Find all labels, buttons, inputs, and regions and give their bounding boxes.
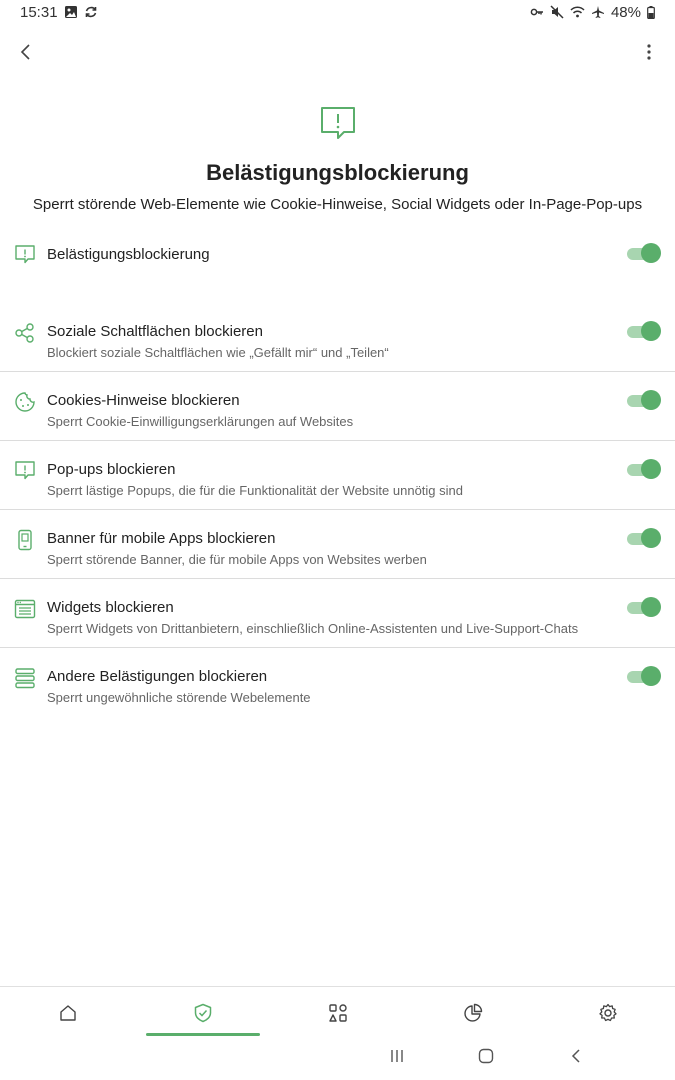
setting-toggle-switch[interactable] (627, 321, 661, 341)
toggle-knob (641, 666, 661, 686)
setting-description: Sperrt ungewöhnliche störende Webelemente (47, 690, 311, 705)
wifi-icon (570, 5, 585, 19)
settings-gear-icon (598, 1003, 618, 1023)
status-right (530, 4, 655, 21)
page-subtitle: Sperrt störende Web-Elemente wie Cookie-Hinweise, Social Widgets oder In-Page-Pop-ups (32, 196, 643, 213)
setting-toggle-switch[interactable] (627, 528, 661, 548)
battery-icon (647, 6, 655, 19)
setting-description: Sperrt Cookie-Einwilligungserklärungen auf Websites (47, 414, 354, 429)
setting-row-mobile-banners[interactable] (0, 510, 675, 579)
status-time: 15:31 (20, 3, 58, 21)
key-icon (530, 5, 544, 19)
home-icon (58, 1003, 78, 1023)
chevron-left-icon (19, 43, 33, 66)
setting-description: Sperrt störende Banner, die für mobile Apps von Websites werben (47, 552, 427, 567)
setting-toggle-switch[interactable] (627, 459, 661, 479)
setting-row-cookies[interactable] (0, 372, 675, 441)
list-icon (14, 667, 36, 689)
setting-description: Sperrt lästige Popups, die für die Funktionalität der Website unnötig sind (47, 483, 463, 498)
toggle-knob (641, 528, 661, 548)
alert-message-icon (318, 104, 358, 144)
apps-icon (328, 1003, 348, 1023)
back-button[interactable] (12, 40, 40, 68)
setting-title: Pop-ups blockieren (47, 461, 176, 478)
mobile-icon (14, 529, 36, 551)
toggle-knob (641, 390, 661, 410)
toggle-knob (641, 321, 661, 341)
alert-message-icon (14, 244, 36, 266)
settings-list (0, 228, 675, 717)
setting-title: Cookies-Hinweise blockieren (47, 392, 240, 409)
toggle-knob (641, 243, 661, 263)
more-vertical-icon (646, 43, 652, 66)
nav-tab-apps[interactable] (270, 987, 405, 1038)
top-app-bar (0, 36, 675, 76)
setting-title: Andere Belästigungen blockieren (47, 668, 268, 685)
active-tab-indicator (146, 1033, 260, 1036)
nav-tab-home[interactable] (0, 987, 135, 1038)
widget-icon (14, 598, 36, 620)
setting-row-other-annoyances[interactable] (0, 648, 675, 717)
setting-toggle-switch[interactable] (627, 390, 661, 410)
system-back-button[interactable] (562, 1046, 590, 1070)
setting-description: Sperrt Widgets von Drittanbietern, einschließlich Online-Assistenten und Live-Support-Chats (47, 621, 579, 636)
battery-text: 48% (610, 3, 641, 21)
airplane-icon (591, 5, 605, 19)
gallery-icon (64, 5, 78, 19)
master-toggle-label: Belästigungsblockierung (47, 246, 210, 263)
nav-tab-settings[interactable] (540, 987, 675, 1038)
popup-icon (14, 460, 36, 482)
setting-title: Soziale Schaltflächen blockieren (47, 323, 263, 340)
setting-row-social-buttons[interactable] (0, 303, 675, 372)
cookie-icon (14, 391, 36, 413)
stats-icon (463, 1003, 483, 1023)
home-circle-icon (478, 1048, 494, 1069)
setting-row-popups[interactable] (0, 441, 675, 510)
nav-tab-statistics[interactable] (405, 987, 540, 1038)
chevron-left-icon (570, 1048, 582, 1069)
system-navigation-bar (0, 1040, 675, 1078)
setting-row-widgets[interactable] (0, 579, 675, 648)
page-title: Belästigungsblockierung (206, 160, 469, 185)
share-icon (14, 322, 36, 344)
mute-icon (550, 5, 564, 19)
setting-description: Blockiert soziale Schaltflächen wie „Gefällt mir“ und „Teilen“ (47, 345, 389, 360)
toggle-knob (641, 597, 661, 617)
master-toggle-row[interactable] (0, 228, 675, 292)
setting-toggle-switch[interactable] (627, 597, 661, 617)
bottom-navigation (0, 986, 675, 1038)
more-options-button[interactable] (635, 40, 663, 68)
master-toggle-switch[interactable] (627, 243, 661, 263)
setting-title: Widgets blockieren (47, 599, 174, 616)
toggle-knob (641, 459, 661, 479)
sync-icon (84, 5, 98, 19)
recent-apps-icon (389, 1048, 405, 1069)
home-button[interactable] (472, 1046, 500, 1070)
nav-tab-protection[interactable] (135, 987, 270, 1038)
setting-toggle-switch[interactable] (627, 666, 661, 686)
status-bar (0, 0, 675, 24)
setting-title: Banner für mobile Apps blockieren (47, 530, 276, 547)
shield-check-icon (193, 1003, 213, 1023)
spacer (0, 292, 675, 303)
status-left (20, 4, 98, 21)
recent-apps-button[interactable] (383, 1046, 411, 1070)
